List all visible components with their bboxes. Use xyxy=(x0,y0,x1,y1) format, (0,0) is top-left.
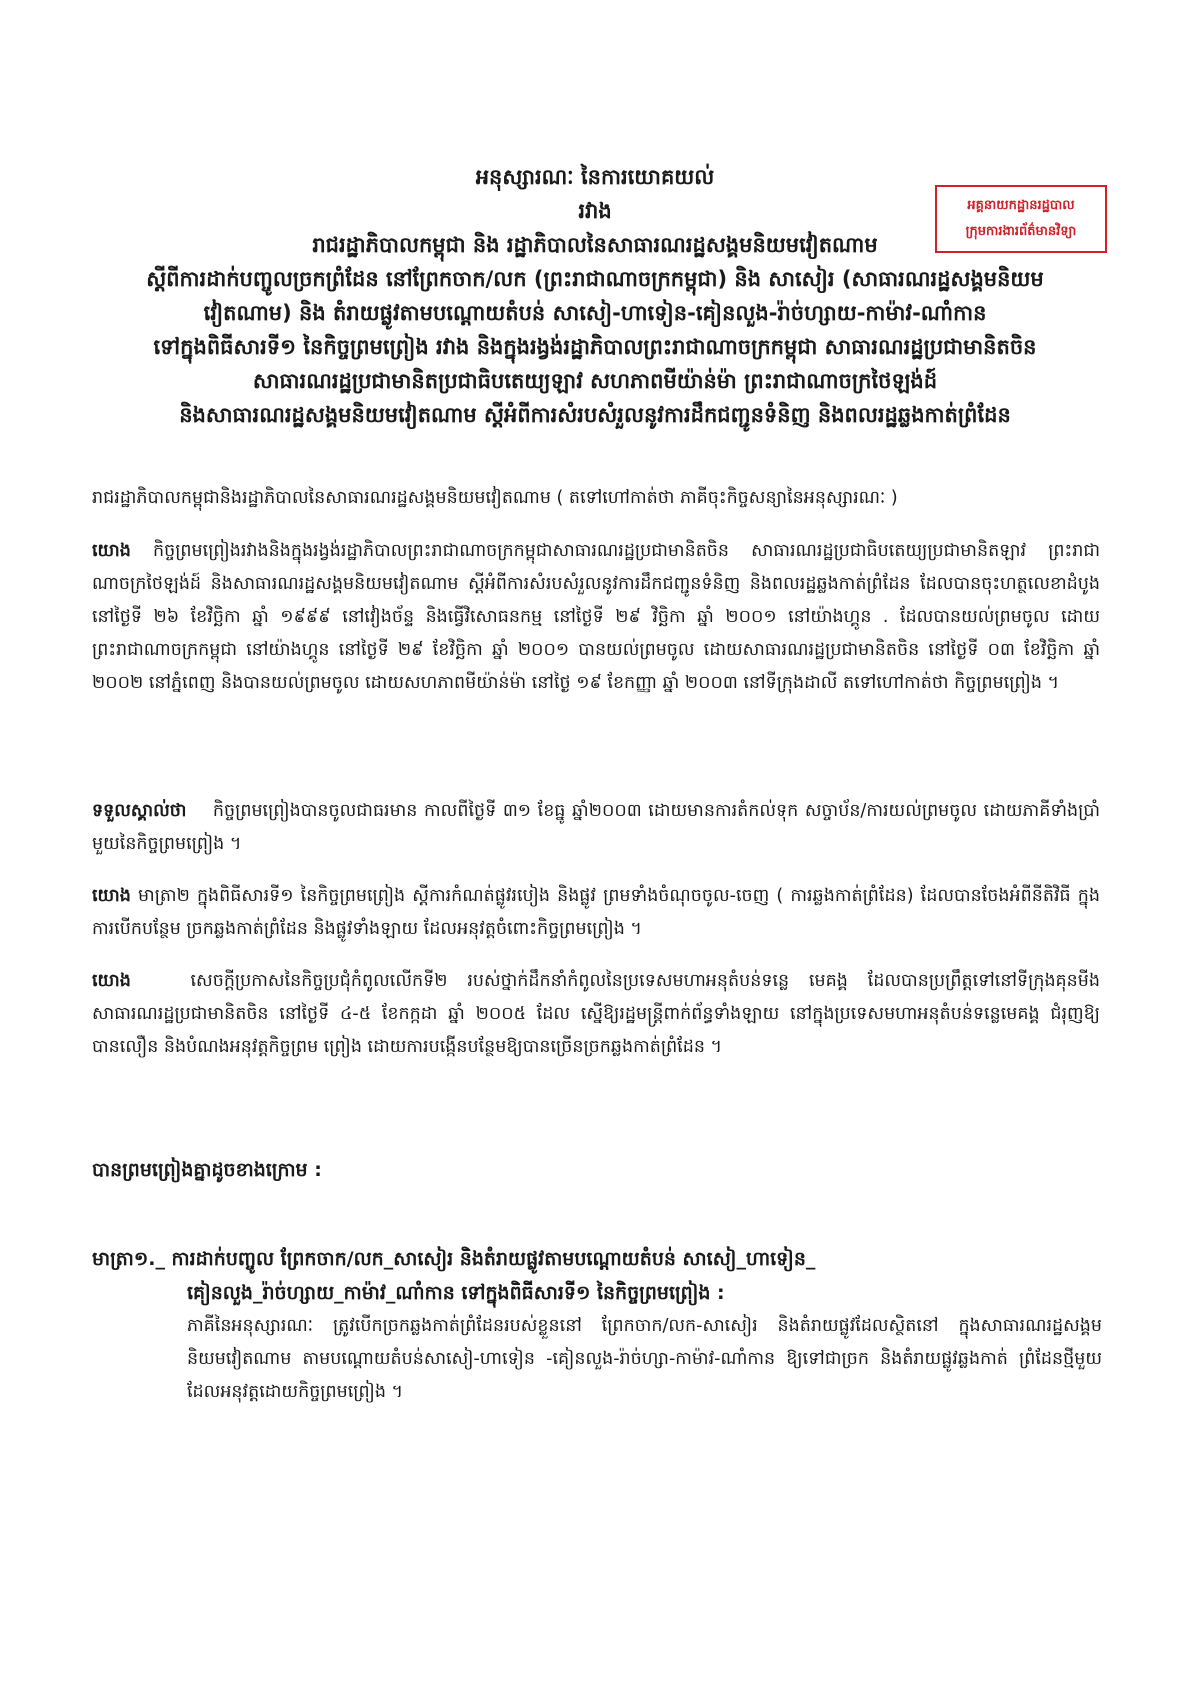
title-line-3: រាជរដ្ឋាភិបាលកម្ពុជា និង រដ្ឋាភិបាលនៃសាធារណរដ្ឋសង្គមនិយមវៀតណាម xyxy=(312,233,878,257)
article-1-heading-line-1: មាត្រា១._ ការដាក់បញ្ចូល ព្រែកចាក/លក_សាសៀរ និងតំរាយផ្លូវតាមបណ្តោយតំបន់ សាសៀ_ហាទៀន_ xyxy=(92,1248,816,1270)
paragraph-recital-1 xyxy=(92,535,1100,700)
recital-1-lead: យោង xyxy=(92,541,131,561)
intro-paragraph: រាជរដ្ឋាភិបាលកម្ពុជានិងរដ្ឋាភិបាលនៃសាធារណរដ្ឋសង្គមនិយមវៀតណាម ( តទៅហៅកាត់ថា ភាគីចុះកិច្ចសន្យានៃអនុស្សារណៈ ) xyxy=(92,488,898,508)
title-line-1: អនុស្សារណៈ នៃការយោគយល់ xyxy=(475,165,715,189)
paragraph-recital-2 xyxy=(92,795,1100,861)
recital-3-lead: យោង xyxy=(92,886,131,906)
title-line-5: វៀតណាម) និង តំរាយផ្លូវតាមបណ្តោយតំបន់ សាសៀ-ហាទៀន-គៀនលួង-រ៉ាច់ហ្សាយ-កាម៉ាវ-ណាំកាន xyxy=(203,301,987,325)
title-line-2: រវាង xyxy=(578,199,612,223)
recital-1-text: កិច្ចព្រមព្រៀងរវាងនិងក្នុងរង្វង់រដ្ឋាភិបាលព្រះរាជាណាចក្រកម្ពុជាសាធារណរដ្ឋប្រជាមានិតចិន សាធារណរដ្ឋប្រជាធិបតេយ្យប្រជាមានិតឡាវ ព្រះរាជាណាចក្រថៃឡង់ដ៍ និងសាធារណរដ្ឋសង្គមនិយមវៀតណាម ស្តីអំពីការសំរបសំរួលនូវការដឹកជញ្ជូនទំនិញ និងពលរដ្ឋឆ្លងកាត់ព្រំដែន ដែលបានចុះហត្ថលេខាដំបូង នៅថ្ងៃទី ២៦ ខែវិច្ឆិកា ឆ្នាំ ១៩៩៩ នៅវៀងច័ន្ទ និងធ្វើវិសោធនកម្ម នៅថ្ងៃទី ២៩ វិច្ឆិកា ឆ្នាំ ២០០១ នៅយ៉ាងហ្គូន . ដែលបានយល់ព្រមចូល ដោយព្រះរាជាណាចក្រកម្ពុជា នៅយ៉ាងហ្គូន នៅថ្ងៃទី ២៩ ខែវិច្ឆិកា ឆ្នាំ ២០០១ បានយល់ព្រមចូល ដោយសាធារណរដ្ឋប្រជាមានិតចិន នៅថ្ងៃទី ០៣ ខែវិច្ឆិកា ឆ្នាំ ២០០២ នៅភ្នំពេញ និងបានយល់ព្រមចូល ដោយសហភាពមីយ៉ាន់ម៉ា នៅថ្ងៃ ១៩ ខែកញ្ញា ឆ្នាំ ២០០៣ នៅទីក្រុងដាលី តទៅហៅកាត់ថា កិច្ចព្រមព្រៀង ។ xyxy=(92,541,1100,693)
article-1 xyxy=(92,1242,1102,1409)
stamp-line-2: ក្រុមការងារព័ត៌មានវិទ្យា xyxy=(965,224,1077,239)
paragraph-recital-4 xyxy=(92,965,1100,1064)
document-title xyxy=(95,160,1095,432)
article-1-heading-line-2: គៀនលួង_រ៉ាច់ហ្សាយ_កាម៉ាវ_ណាំកាន ទៅក្នុងពិធីសារទី១ នៃកិច្ចព្រមព្រៀង : xyxy=(187,1282,725,1304)
recital-4-text: សេចក្តីប្រកាសនៃកិច្ចប្រជុំកំពូលលើកទី២ របស់ថ្នាក់ដឹកនាំកំពូលនៃប្រទេសមហាអនុតំបន់ទន្លេ មេគង្គ ដែលបានប្រព្រឹត្តទៅនៅទីក្រុងគុនមីង សាធារណរដ្ឋប្រជាមានិតចិន នៅថ្ងៃទី ៤-៥ ខែកក្កដា ឆ្នាំ ២០០៥ ដែល ស្នើឱ្យរដ្ឋមន្ត្រីពាក់ព័ន្ធទាំងឡាយ នៅក្នុងប្រទេសមហាអនុតំបន់ទន្លេមេគង្គ ជំរុញឱ្យបានលឿន និងបំណងអនុវត្តកិច្ចព្រម ព្រៀង ដោយការបង្កើនបន្ថែមឱ្យបានច្រើនច្រកឆ្លងកាត់ព្រំដែន ។ xyxy=(92,971,1100,1057)
title-line-6: ទៅក្នុងពិធីសារទី១ នៃកិច្ចព្រមព្រៀង រវាង និងក្នុងរង្វង់រដ្ឋាភិបាលព្រះរាជាណាចក្រកម្ពុជា សាធារណរដ្ឋប្រជាមានិតចិន xyxy=(153,335,1037,359)
stamp-line-1: អគ្គនាយកដ្ឋានរដ្ឋបាល xyxy=(967,198,1075,213)
article-1-body: ភាគីនៃអនុស្សារណៈ ត្រូវបើកច្រកឆ្លងកាត់ព្រំដែនរបស់ខ្លួននៅ ព្រែកចាក/លក-សាសៀរ និងតំរាយផ្លូវដែលស្ថិតនៅ ក្នុងសាធារណរដ្ឋសង្គមនិយមវៀតណាម តាមបណ្តោយតំបន់សាសៀ-ហាទៀន -គៀនលួង-រ៉ាច់ហ្សា-កាម៉ាវ-ណាំកាន ឱ្យទៅជាច្រក និងតំរាយផ្លូវឆ្លងកាត់ ព្រំដែនថ្មីមួយ ដែលអនុវត្តដោយកិច្ចព្រមព្រៀង ។ xyxy=(187,1316,1102,1402)
title-line-4: ស្តីពីការដាក់បញ្ចូលច្រកព្រំដែន នៅព្រែកចាក/លក (ព្រះរាជាណាចក្រកម្ពុជា) និង សាសៀរ (សាធារណរដ្ឋសង្គមនិយម xyxy=(146,267,1044,291)
recital-2-lead: ទទួលស្គាល់ថា xyxy=(92,801,187,821)
title-line-7: សាធារណរដ្ឋប្រជាមានិតប្រជាធិបតេយ្យឡាវ សហភាពមីយ៉ាន់ម៉ា ព្រះរាជាណាចក្រថៃឡង់ដ៍ xyxy=(252,369,938,393)
recital-4-lead: យោង xyxy=(92,971,131,991)
agreed-heading: បានព្រមព្រៀងគ្នាដូចខាងក្រោម : xyxy=(92,1159,322,1181)
paragraph-recital-3 xyxy=(92,880,1100,946)
recital-2-text: កិច្ចព្រមព្រៀងបានចូលជាធរមាន កាលពីថ្ងៃទី ៣១ ខែធ្នូ ឆ្នាំ២០០៣ ដោយមានការតំកល់ទុក សច្ចាប័ន/ការយល់ព្រមចូល ដោយភាគីទាំងប្រាំមួយនៃកិច្ចព្រមព្រៀង ។ xyxy=(92,801,1100,854)
recital-3-text: មាត្រា២ ក្នុងពិធីសារទី១ នៃកិច្ចព្រមព្រៀង ស្តីការកំណត់ផ្លូវរបៀង និងផ្លូវ ព្រមទាំងចំណុចចូល-ចេញ ( ការឆ្លងកាត់ព្រំដែន) ដែលបានចែងអំពីនីតិវិធី ក្នុងការបើកបន្ថែម ច្រកឆ្លងកាត់ព្រំដែន និងផ្លូវទាំងឡាយ ដែលអនុវត្តចំពោះកិច្ចព្រមព្រៀង ។ xyxy=(92,886,1100,939)
title-line-8: និងសាធារណរដ្ឋសង្គមនិយមវៀតណាម ស្តីអំពីការសំរបសំរួលនូវការដឹកជញ្ជូនទំនិញ និងពលរដ្ឋឆ្លងកាត់ព្រំដែន xyxy=(179,403,1011,427)
